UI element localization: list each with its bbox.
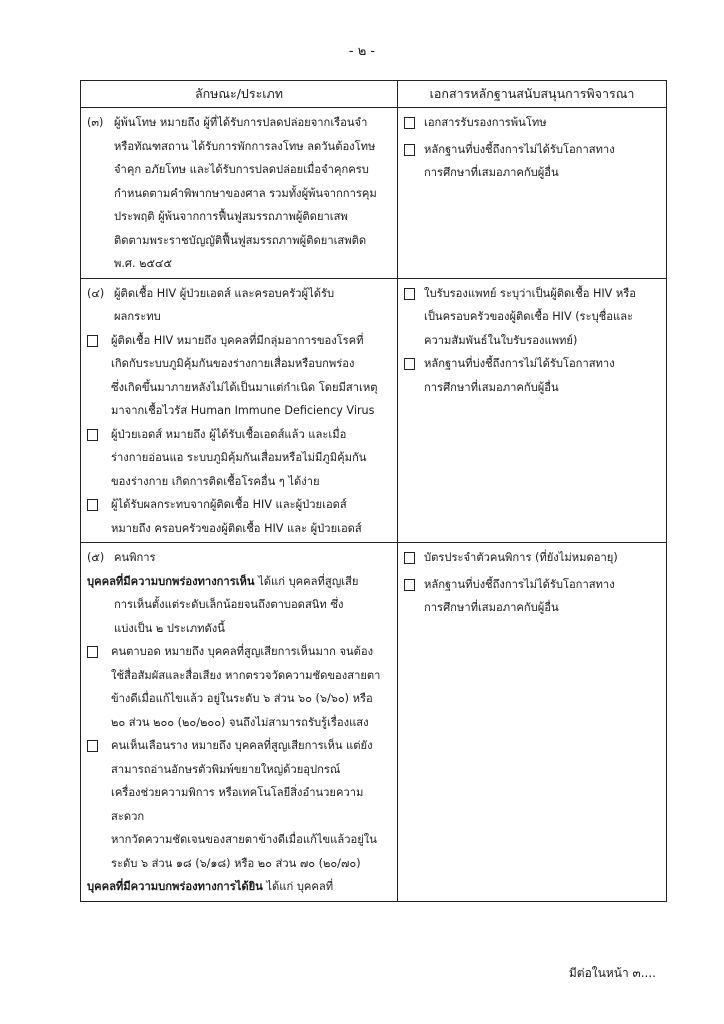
checkbox[interactable] <box>87 740 98 752</box>
text-line: กำหนดตามคำพิพากษาของศาล รวมทั้งผู้พ้นจากการคุม <box>114 186 377 200</box>
section-3-documents <box>398 108 667 279</box>
list-item <box>87 329 391 423</box>
page-number: - ๒ - <box>348 44 376 59</box>
table-row <box>81 278 667 543</box>
section-5-description <box>81 543 398 902</box>
text-line: เครื่องช่วยความพิการ หรือเทคโนโลยีสิ่งอำนวยความสะดวก <box>111 786 364 823</box>
doc-text: ความสัมพันธ์ในใบรับรองแพทย์) <box>424 333 578 347</box>
text-line: ติดตามพระราชบัญญัติฟื้นฟูสมรรถภาพผู้ติดยาเสพติด <box>114 233 367 247</box>
list-item <box>87 493 391 540</box>
section-3-description <box>81 108 398 279</box>
text-line: ของร่างกาย เกิดการติดเชื้อโรคอื่น ๆ ได้ง่าย <box>111 474 320 488</box>
checkbox[interactable] <box>87 429 98 441</box>
doc-text: ใบรับรองแพทย์ ระบุว่าเป็นผู้ติดเชื้อ HIV หรือ <box>424 286 636 300</box>
table-row <box>81 108 667 279</box>
checkbox[interactable] <box>87 499 98 511</box>
text-line: เกิดกับระบบภูมิคุ้มกันของร่างกายเสื่อมหรือบกพร่อง <box>111 357 355 370</box>
doc-text: หลักฐานที่บ่งชี้ถึงการไม่ได้รับโอกาสทาง <box>424 142 615 156</box>
doc-text: การศึกษาที่เสมอภาคกับผู้อื่น <box>424 166 559 179</box>
continued-note: มีต่อในหน้า ๓.... <box>568 966 656 980</box>
section-number: (๕) <box>87 551 105 564</box>
doc-text: การศึกษาที่เสมอภาคกับผู้อื่น <box>424 380 559 394</box>
list-item <box>87 734 391 875</box>
list-item <box>87 423 391 494</box>
checkbox[interactable] <box>404 144 415 156</box>
text-line <box>87 875 391 899</box>
text-line: ผู้ติดเชื้อ HIV หมายถึง บุคคลที่มีกลุ่มอาการของโรคที่ <box>111 333 364 347</box>
doc-item <box>404 111 660 138</box>
checkbox[interactable] <box>404 358 415 370</box>
section-4-documents <box>398 278 667 543</box>
doc-item <box>404 546 660 573</box>
checkbox[interactable] <box>404 579 415 591</box>
text-line: ผู้ติดเชื้อ HIV ผู้ป่วยเอดส์ และครอบครัวผู้ได้รับ <box>114 286 335 300</box>
text-line: ๒๐ ส่วน ๒๐๐ (๒๐/๒๐๐) จนถึงไม่สามารถรับรู้เรื่องแสง <box>111 715 369 729</box>
doc-item <box>404 573 660 620</box>
section-number: (๓) <box>87 116 104 129</box>
lead-rest: ได้แก่ บุคคลที่สูญเสีย <box>254 574 359 588</box>
doc-text: เอกสารรับรองการพ้นโทษ <box>424 116 547 129</box>
table-header-row <box>81 81 667 108</box>
doc-item <box>404 138 660 185</box>
criteria-table <box>80 80 667 902</box>
section-number: (๔) <box>87 286 105 300</box>
doc-text: เป็นครอบครัวของผู้ติดเชื้อ HIV (ระบุชื่อและ <box>424 310 634 323</box>
text-line: ผู้ได้รับผลกระทบจากผู้ติดเชื้อ HIV และผู้ป่วยเอดส์ <box>111 498 347 511</box>
bold-lead: บุคคลที่มีความบกพร่องทางการเห็น <box>87 574 255 588</box>
header-characteristics: ลักษณะ/ประเภท <box>81 81 398 108</box>
text-line: ใช้สื่อสัมผัสและสื่อเสียง หากตรวจวัดความชัดของสายตา <box>111 668 381 682</box>
text-line: ร่างกายอ่อนแอ ระบบภูมิคุ้มกันเสื่อมหรือไม่มีภูมิคุ้มกัน <box>111 451 367 464</box>
text-line: แบ่งเป็น ๒ ประเภทดังนี้ <box>114 621 225 635</box>
text-line: ผู้ป่วยเอดส์ หมายถึง ผู้ได้รับเชื้อเอดส์แล้ว และเมื่อ <box>111 427 347 441</box>
text-line: มาจากเชื้อไวรัส Human Immune Deficiency Virus <box>111 404 375 417</box>
doc-text: หลักฐานที่บ่งชี้ถึงการไม่ได้รับโอกาสทาง <box>424 357 615 370</box>
text-line <box>87 570 391 594</box>
checkbox[interactable] <box>87 646 98 658</box>
checkbox[interactable] <box>404 552 415 564</box>
text-line: หรือทัณฑสถาน ได้รับการพักการลงโทษ ลดวันต้องโทษ <box>114 139 376 153</box>
text-line: คนเห็นเลือนราง หมายถึง บุคคลที่สูญเสียการเห็น แต่ยัง <box>111 739 373 752</box>
text-line: ซึ่งเกิดขึ้นมาภายหลังไม่ได้เป็นมาแต่กำเนิด โดยมีสาเหตุ <box>111 380 378 394</box>
text-line: ผู้พ้นโทษ หมายถึง ผู้ที่ได้รับการปลดปล่อยจากเรือนจำ <box>114 116 368 129</box>
section-5-documents <box>398 543 667 902</box>
section-title: คนพิการ <box>114 551 156 564</box>
lead-rest: ได้แก่ บุคคลที่ <box>262 880 334 893</box>
text-line: ผลกระทบ <box>114 310 161 323</box>
bold-lead: บุคคลที่มีความบกพร่องทางการได้ยิน <box>87 880 263 893</box>
header-documents: เอกสารหลักฐานสนับสนุนการพิจารณา <box>398 81 667 108</box>
text-line: คนตาบอด หมายถึง บุคคลที่สูญเสียการเห็นมาก จนต้อง <box>111 645 374 658</box>
checkbox[interactable] <box>404 288 415 300</box>
doc-text: การศึกษาที่เสมอภาคกับผู้อื่น <box>424 601 559 614</box>
doc-text: หลักฐานที่บ่งชี้ถึงการไม่ได้รับโอกาสทาง <box>424 577 615 591</box>
checkbox[interactable] <box>404 117 415 129</box>
section-4-description <box>81 278 398 543</box>
text-line: หมายถึง ครอบครัวของผู้ติดเชื้อ HIV และ ผู้ป่วยเอดส์ <box>111 521 362 535</box>
text-line: ข้างดีเมื่อแก้ไขแล้ว อยู่ในระดับ ๖ ส่วน ๖๐ (๖/๖๐) หรือ <box>111 692 373 705</box>
text-line: หากวัดความชัดเจนของสายตาข้างดีเมื่อแก้ไขแล้วอยู่ใน <box>111 833 377 846</box>
doc-text: บัตรประจำตัวคนพิการ (ที่ยังไม่หมดอายุ) <box>424 551 618 564</box>
doc-item <box>404 352 660 399</box>
list-item <box>87 640 391 734</box>
text-line: พ.ศ. ๒๕๔๕ <box>114 257 172 270</box>
text-line: ประพฤติ ผู้พ้นจากการฟื้นฟูสมรรถภาพผู้ติดยาเสพ <box>114 210 348 223</box>
text-line: การเห็นตั้งแต่ระดับเล็กน้อยจนถึงตาบอดสนิท ซึ่ง <box>114 598 344 611</box>
doc-item <box>404 282 660 353</box>
text-line: ระดับ ๖ ส่วน ๑๘ (๖/๑๘) หรือ ๒๐ ส่วน ๗๐ (๒๐/๗๐) <box>111 856 361 870</box>
table-row <box>81 543 667 902</box>
text-line: จำคุก อภัยโทษ และได้รับการปลดปล่อยเมื่อจำคุกครบ <box>114 163 369 176</box>
text-line: สามารถอ่านอักษรตัวพิมพ์ขยายใหญ่ด้วยอุปกรณ์ <box>111 762 341 776</box>
checkbox[interactable] <box>87 335 98 347</box>
